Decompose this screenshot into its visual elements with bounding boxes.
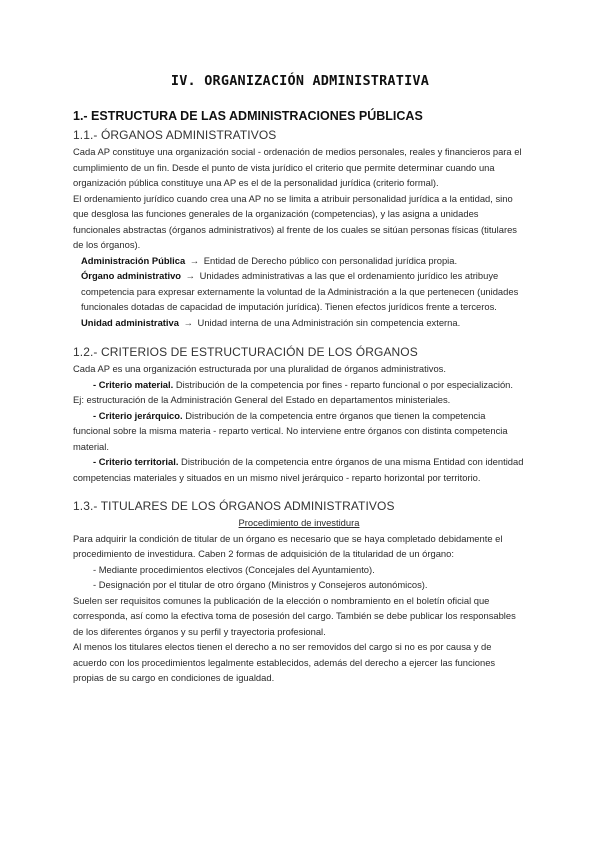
paragraph-investidura: Para adquirir la condición de titular de un órgano es necesario que se haya completado debidamente el procedimiento de investidura. Caben 2 formas de adquisición de la titularidad de un órgano:	[73, 532, 503, 559]
criterio-text: Distribución de la competencia entre órganos de una misma Entidad con identidad competencias materiales y situados en un mismo nivel jerárquico - reparto horizontal por territorio.	[73, 456, 524, 483]
definition-term: Órgano administrativo	[81, 270, 182, 281]
criterio-text: Distribución de la competencia por fines - reparto funcional o por especialización.	[175, 378, 514, 390]
paragraph-example: Ej: estructuración de la Administración General del Estado en departamentos ministeriales.	[73, 394, 451, 405]
criterio-term: - Criterio jerárquico.	[93, 409, 183, 421]
subsection-1-2-heading: 1.2.- CRITERIOS DE ESTRUCTURACIÓN DE LOS ÓRGANOS	[73, 345, 418, 359]
subsection-1-1-heading: 1.1.- ÓRGANOS ADMINISTRATIVOS	[73, 128, 277, 142]
criterio-material	[73, 377, 525, 393]
paragraph-ordenamiento-juridico: El ordenamiento jurídico cuando crea una AP no se limita a atribuir personalidad jurídica a la entidad, sino que desglosa las funciones generales de la organización (competencias), y las asigna a unidades funcionales abstractas (órganos administrativos) al frente de los cuales se sitúan personas físicas (titulares de los órganos).	[73, 192, 517, 250]
definition-administracion-publica	[81, 253, 525, 269]
document-content	[73, 108, 525, 686]
criterio-term: - Criterio material.	[93, 378, 174, 390]
paragraph-organizacion-social: Cada AP constituye una organización social - ordenación de medios personales, reales y financieros para el cumplimiento de un fin. Desde el punto de vista jurídico el criterio que permite determinar cuando una organización pública constituye una AP es el de la personalidad jurídica (criterio formal).	[73, 146, 522, 188]
list-item: - Designación por el titular de otro órgano (Ministros y Consejeros autonómicos).	[93, 579, 428, 590]
criterio-text: Distribución de la competencia entre órganos que tienen la competencia funcional sobre la misma materia - reparto vertical. No interviene entre órganos con distinta competencia material.	[73, 409, 508, 452]
definition-unidad-administrativa	[81, 315, 525, 331]
arrow-icon: →	[185, 270, 196, 281]
definition-organo-administrativo	[81, 268, 525, 315]
definition-term: Unidad administrativa	[81, 316, 179, 328]
document-title: IV. ORGANIZACIÓN ADMINISTRATIVA	[170, 73, 430, 89]
definition-text: Entidad de Derecho público con personalidad jurídica propia.	[203, 254, 458, 266]
criterio-term: - Criterio territorial.	[93, 456, 179, 467]
list-item: - Mediante procedimientos electivos (Concejales del Ayuntamiento).	[93, 563, 375, 575]
paragraph-requisitos: Suelen ser requisitos comunes la publicación de la elección o nombramiento en el boletín oficial que corresponda, así como la efectiva toma de posesión del cargo. También se debe publicar los responsables de los diferentes órganos y su perfil y trayectoria profesional.	[73, 594, 516, 637]
definition-text: Unidades administrativas a las que el ordenamiento jurídico les atribuye competencia para expresar externamente la voluntad de la Administración a la que pertenecen (unidades funcionales dotadas de capacidad de imputación jurídica). Tienen efectos jurídicos frente a terceros.	[81, 270, 519, 312]
section-1-heading: 1.- ESTRUCTURA DE LAS ADMINISTRACIONES PÚBLICAS	[73, 109, 423, 123]
paragraph-criterios-intro: Cada AP es una organización estructurada por una pluralidad de órganos administrativos.	[73, 363, 446, 374]
arrow-icon: →	[183, 316, 193, 328]
arrow-icon: →	[189, 254, 200, 266]
paragraph-titulares-electos: Al menos los titulares electos tienen el derecho a no ser removidos del cargo si no es por causa y de acuerdo con los procedimientos legalmente establecidos, además del derecho a ejercer las funciones propias de su cargo en condiciones de igualdad.	[73, 641, 496, 683]
definition-text: Unidad interna de una Administración sin competencia externa.	[197, 316, 461, 328]
criterio-territorial	[73, 454, 525, 485]
subheading-procedimiento-investidura: Procedimiento de investidura	[238, 517, 360, 528]
criterio-jerarquico	[73, 408, 525, 455]
definition-term: Administración Pública	[81, 254, 186, 266]
subsection-1-3-heading: 1.3.- TITULARES DE LOS ÓRGANOS ADMINISTRATIVOS	[73, 499, 395, 513]
